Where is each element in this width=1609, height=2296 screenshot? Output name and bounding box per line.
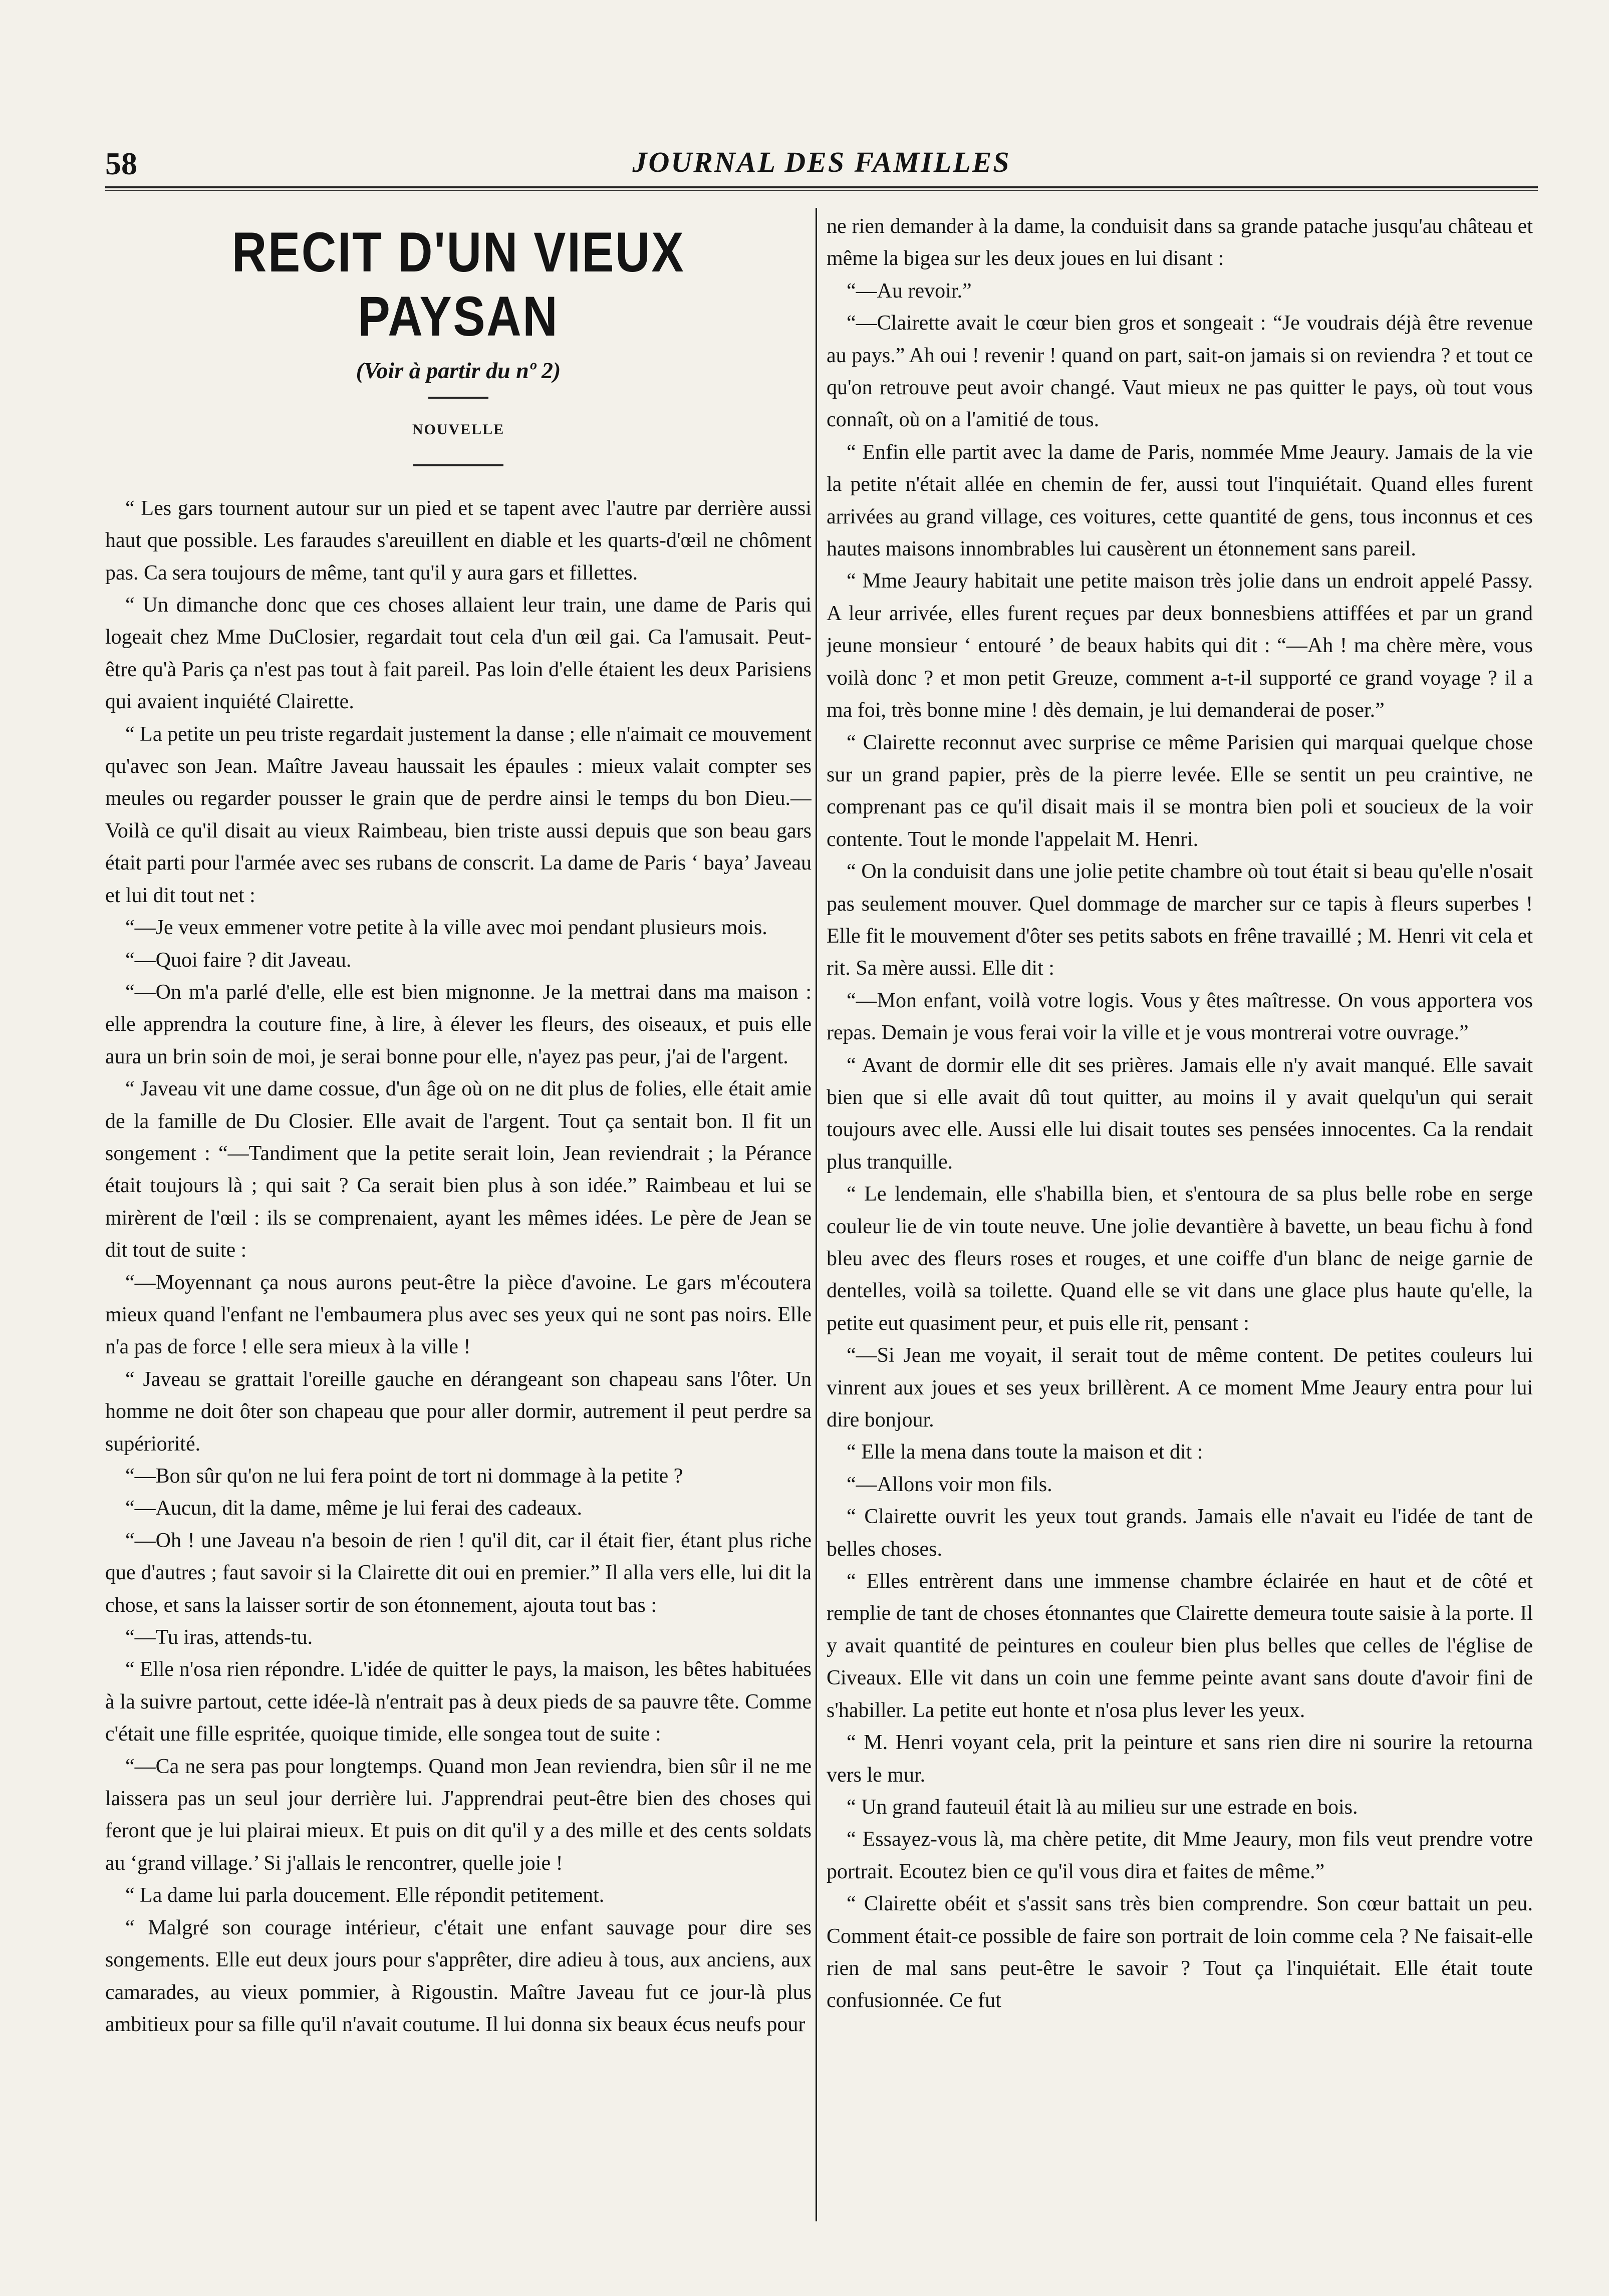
paragraph: “ La petite un peu triste regardait justement la danse ; elle n'aimait ce mouvement qu'avec son Jean. Maître Javeau haussait les épaules : mieux valait compter ses meules ou regarder pousser le grain que de perdre ainsi le temps du bon Dieu.—Voilà ce qu'il disait au vieux Raimbeau, bien triste aussi depuis que son beau gars était parti pour l'armée avec ses rubans de conscrit. La dame de Paris ‘ baya’ Javeau et lui dit tout net :	[105, 722, 812, 907]
paragraph: “ Le lendemain, elle s'habilla bien, et s'entoura de sa plus belle robe en serge couleur lie de vin toute neuve. Une jolie devantière à bavette, un beau fichu à fond bleu avec des fleurs roses et rouges, et une coiffe d'un blanc de neige garnie de dentelles, voilà sa toilette. Quand elle se vit dans une glace plus haute qu'elle, la petite eut quasiment peur, et puis elle rit, pensant :	[827, 1183, 1533, 1335]
paragraph: “ Clairette obéit et s'assit sans très bien comprendre. Son cœur battait un peu. Comment était-ce possible de faire son portrait de loin comme cela ? Ne faisait-elle rien de mal sans peut-être le savoir ? Tout ça l'inquiétait. Elle était toute confusionnée. Ce fut	[827, 1892, 1533, 2013]
story-title: RECIT D'UN VIEUX PAYSAN	[231, 221, 685, 348]
paragraph: “ Un grand fauteuil était là au milieu sur une estrade en bois.	[847, 1795, 1358, 1819]
journal-title: JOURNAL DES FAMILLES	[632, 146, 1011, 178]
paragraph: “ Avant de dormir elle dit ses prières. Jamais elle n'y avait manqué. Elle savait bien que si elle avait dû tout quitter, au moins il y avait quelqu'un qui serait toujours avec elle. Aussi elle lui disait toutes ses pensées innocentes. Ca la rendait plus tranquille.	[827, 1053, 1533, 1174]
paragraph: “—Je veux emmener votre petite à la ville avec moi pendant plusieurs mois.	[125, 916, 767, 940]
paragraph: “—Mon enfant, voilà votre logis. Vous y êtes maîtresse. On vous apportera vos repas. Demain je vous ferai voir la ville et je vous montrerai votre ouvrage.”	[827, 989, 1533, 1045]
paragraph: “ Clairette reconnut avec surprise ce même Parisien qui marquai quelque chose sur un grand papier, près de la pierre levée. Elle se sentit un peu craintive, ne comprenant pas ce qu'il disait mais il se montra bien poli et soucieux de la voir contente. Tout le monde l'appelait M. Henri.	[827, 731, 1533, 851]
right-column	[827, 210, 1533, 2259]
paragraph: “—Tu iras, attends-tu.	[125, 1626, 313, 1649]
paragraph: “ Enfin elle partit avec la dame de Paris, nommée Mme Jeaury. Jamais de la vie la petite n'était allée en chemin de fer, aussi tout l'inquiétait. Quand elles furent arrivées au grand village, ces voitures, cette quantité de gens, tous inconnus et ces hautes maisons innombrables lui causèrent un étonnement sans pareil.	[827, 440, 1533, 561]
paragraph: ne rien demander à la dame, la conduisit dans sa grande patache jusqu'au château et même la bigea sur les deux joues en lui disant :	[827, 215, 1533, 270]
paragraph: “ Un dimanche donc que ces choses allaient leur train, une dame de Paris qui logeait chez Mme DuClosier, regardait tout cela d'un œil gai. Ca l'amusait. Peut-être qu'à Paris ça n'est pas tout à fait pareil. Pas loin d'elle étaient les deux Parisiens qui avaient inquiété Clairette.	[105, 594, 812, 714]
column-divider	[816, 208, 817, 2221]
paragraph: “—Au revoir.”	[847, 279, 972, 303]
left-column-text	[105, 492, 812, 2041]
paragraph: “—Aucun, dit la dame, même je lui ferai des cadeaux.	[125, 1497, 582, 1520]
paragraph: “—Quoi faire ? dit Javeau.	[125, 948, 352, 972]
paragraph: “—Clairette avait le cœur bien gros et songeait : “Je voudrais déjà être revenue au pays.” Ah oui ! revenir ! quand on part, sait-on jamais si on reviendra ? et tout ce qu'on retrouve peut avoir changé. Vaut mieux ne pas quitter le pays, où tout vous connaît, où on a l'amitié de tous.	[827, 312, 1533, 432]
paragraph: “ Mme Jeaury habitait une petite maison très jolie dans un endroit appelé Passy. A leur arrivée, elles furent reçues par deux bonnesbiens attiffées et par un grand jeune monsieur ‘ entouré ’ de beaux habits qui dit : “—Ah ! ma chère mère, vous voilà donc ? et mon petit Greuze, comment a-t-il supporté ce grand voyage ? il a ma foi, très bonne mine ! dès demain, je lui demanderai de poser.”	[827, 569, 1533, 722]
paragraph: “—Bon sûr qu'on ne lui fera point de tort ni dommage à la petite ?	[125, 1465, 683, 1488]
left-column	[105, 210, 812, 2259]
paragraph: “—Oh ! une Javeau n'a besoin de rien ! qu'il dit, car il était fier, étant plus riche que d'autres ; faut savoir si la Clairette dit oui en premier.” Il alla vers elle, lui dit la chose, et sans la laisser sortir de son étonnement, ajouta tout bas :	[105, 1529, 812, 1617]
paragraph: “ Les gars tournent autour sur un pied et se tapent avec l'autre par derrière aussi haut que possible. Les faraudes s'areuillent en diable et les quarts-d'œil ne chôment pas. Ca sera toujours de même, tant qu'il y aura gars et fillettes.	[105, 496, 812, 585]
paragraph: “ Clairette ouvrit les yeux tout grands. Jamais elle n'avait eu l'idée de tant de belles choses.	[827, 1505, 1533, 1561]
page-number: 58	[105, 146, 137, 181]
paragraph: “ Elle n'osa rien répondre. L'idée de quitter le pays, la maison, les bêtes habituées à la suivre partout, cette idée-là n'entrait pas à deux pieds de sa pauvre tête. Comme c'était une fille espritée, quoique timide, elle songea tout de suite :	[105, 1658, 812, 1746]
paragraph: “ On la conduisit dans une jolie petite chambre où tout était si beau qu'elle n'osait pas seulement mouver. Quel dommage de marcher sur ce tapis à fleurs superbes ! Elle fit le mouvement d'ôter ses petits sabots en frêne travaillé ; M. Henri vit cela et rit. Sa mère aussi. Elle dit :	[827, 860, 1533, 980]
page-header	[105, 145, 1538, 180]
paragraph: “ La dame lui parla doucement. Elle répondit petitement.	[125, 1884, 605, 1907]
paragraph: “ Elle la mena dans toute la maison et dit :	[847, 1441, 1203, 1464]
paragraph: “—Allons voir mon fils.	[847, 1473, 1052, 1496]
paragraph: “ Malgré son courage intérieur, c'était une enfant sauvage pour dire ses songements. Elle eut deux jours pour s'apprêter, dire adieu à tous, aux anciens, aux camarades, au vieux pommier, à Rigoustin. Maître Javeau fut ce jour-là plus ambitieux pour sa fille qu'il n'avait coutume. Il lui donna six beaux écus neufs pour	[105, 1916, 812, 2036]
paragraph: “ Elles entrèrent dans une immense chambre éclairée en haut et de côté et remplie de tant de choses étonnantes que Clairette demeura toute saisie à la porte. Il y avait quantité de peintures en couleur bien plus belles que celles de l'église de Civeaux. Elle vit dans un coin une femme peinte avant sans doute d'avoir fini de s'habiller. La petite eut honte et n'osa plus lever les yeux.	[827, 1570, 1533, 1722]
paragraph: “ Javeau se grattait l'oreille gauche en dérangeant son chapeau sans l'ôter. Un homme ne doit ôter son chapeau que pour aller dormir, autrement il peut perdre sa supériorité.	[105, 1367, 812, 1456]
paragraph: “ M. Henri voyant cela, prit la peinture et sans rien dire ni sourire la retourna vers le mur.	[827, 1731, 1533, 1787]
story-label: NOUVELLE	[412, 421, 505, 438]
story-subtitle: (Voir à partir du nº 2)	[356, 358, 561, 383]
header-rule	[105, 186, 1538, 191]
title-rule	[428, 397, 488, 399]
paragraph: “—Si Jean me voyait, il serait tout de même content. De petites couleurs lui vinrent aux joues et ses yeux brillèrent. A ce moment Mme Jeaury entra pour lui dire bonjour.	[827, 1344, 1533, 1432]
right-column-text	[827, 210, 1533, 2017]
paragraph: “—Moyennant ça nous aurons peut-être la pièce d'avoine. Le gars m'écoutera mieux quand l'enfant ne l'embaumera plus avec ses yeux qui ne sont pas noirs. Elle n'a pas de force ! elle sera mieux à la ville !	[105, 1271, 812, 1359]
paragraph: “—Ca ne sera pas pour longtemps. Quand mon Jean reviendra, bien sûr il ne me laissera pas un seul jour derrière lui. J'apprendrai peut-être bien des choses qui feront que je lui plairai mieux. Et puis on dit qu'il y a des mille et des cents soldats au ‘grand village.’ Si j'allais le rencontrer, quelle joie !	[105, 1755, 812, 1875]
section-rule	[413, 464, 503, 466]
paragraph: “—On m'a parlé d'elle, elle est bien mignonne. Je la mettrai dans ma maison : elle apprendra la couture fine, à lire, à élever les fleurs, des oiseaux, et puis elle aura un brin soin de moi, je serai bonne pour elle, n'ayez pas peur, j'ai de l'argent.	[105, 980, 812, 1068]
paragraph: “ Javeau vit une dame cossue, d'un âge où on ne dit plus de folies, elle était amie de la famille de Du Closier. Elle avait de l'argent. Tout ça sentait bon. Il fit un songement : “—Tandiment que la petite serait loin, Jean reviendrait ; la Pérance était toujours là ; qui sait ? Ca serait bien plus à son idée.” Raimbeau et lui se mirèrent de l'œil : ils se comprenaient, ayant les mêmes idées. Le père de Jean se dit tout de suite :	[105, 1077, 812, 1262]
paragraph: “ Essayez-vous là, ma chère petite, dit Mme Jeaury, mon fils veut prendre votre portrait. Ecoutez bien ce qu'il vous dira et faites de même.”	[827, 1828, 1533, 1883]
